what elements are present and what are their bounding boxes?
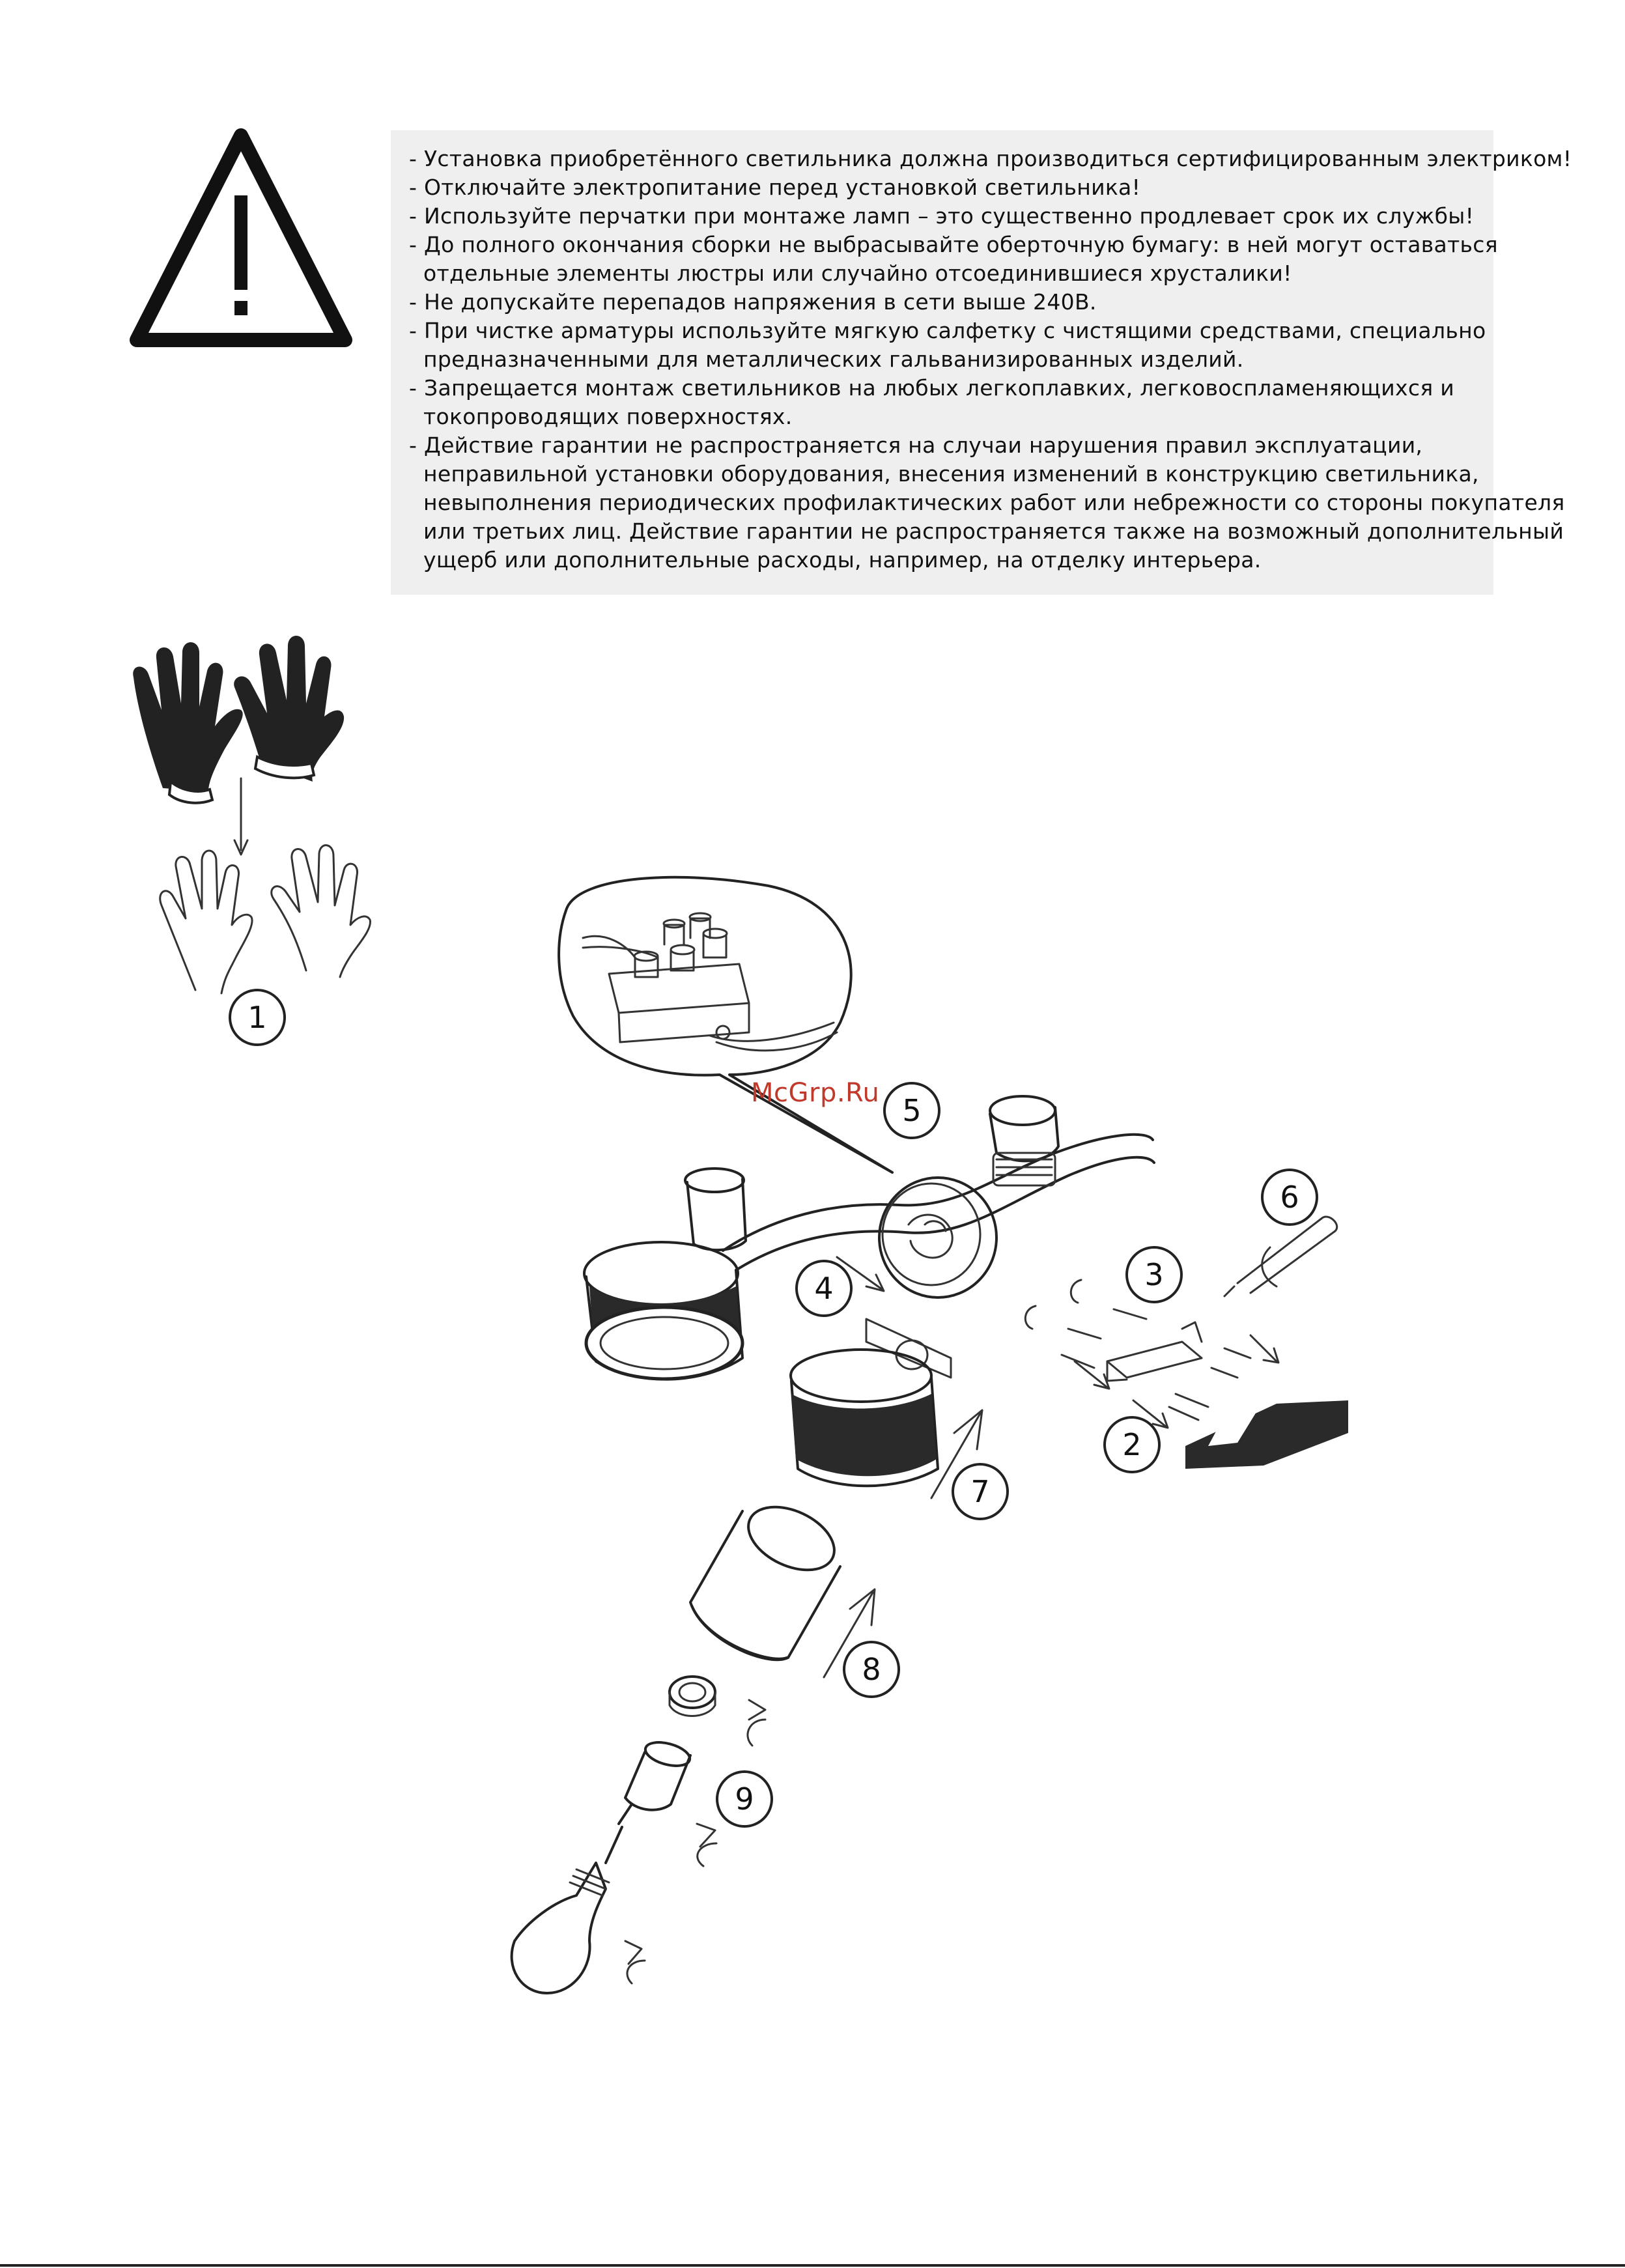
step-3-marker (1127, 1247, 1181, 1302)
step-9-marker (717, 1772, 772, 1826)
step-1-label: 1 (247, 1000, 267, 1035)
step-6-marker (1262, 1170, 1317, 1225)
step-2-label: 2 (1122, 1427, 1142, 1462)
warning-line: - Установка приобретённого светильника должна производиться сертифицированным электриком! (409, 146, 1572, 171)
warning-line: неправильной установки оборудования, внесения изменений в конструкцию светильника, (423, 461, 1479, 487)
step-3-label: 3 (1144, 1257, 1164, 1292)
watermark: McGrp.Ru (751, 1078, 880, 1108)
step-7-marker (931, 1410, 1008, 1519)
step-8-label: 8 (862, 1652, 881, 1687)
step-6-label: 6 (1280, 1180, 1299, 1215)
warning-line: - Используйте перчатки при монтаже ламп – это существенно продлевает срок их службы! (409, 203, 1475, 229)
step-5-marker (884, 1083, 939, 1138)
step-1-marker (230, 990, 285, 1045)
warning-line: токопроводящих поверхностях. (423, 404, 793, 429)
step-8-marker (824, 1589, 899, 1697)
cylinder-part (690, 1494, 844, 1660)
fixture-arm (723, 1096, 1154, 1297)
warning-line: - Действие гарантии не распространяется на случаи нарушения правил эксплуатации, (409, 432, 1423, 458)
terminal-block-callout (559, 877, 892, 1172)
warning-line: невыполнения периодических профилактических работ или небрежности со стороны покупателя (423, 490, 1565, 515)
warning-line: - При чистке арматуры используйте мягкую салфетку с чистящими средствами, специально (409, 318, 1486, 343)
warning-line: отдельные элементы люстры или случайно отсоединившиеся хрусталики! (423, 261, 1292, 286)
warning-line: предназначенными для металлических гальванизированных изделий. (423, 347, 1244, 372)
warning-line: - Не допускайте перепадов напряжения в сети выше 240В. (409, 289, 1097, 315)
step-5-label: 5 (902, 1093, 922, 1128)
warning-line: - До полного окончания сборки не выбрасывайте оберточную бумагу: в ней могут оставаться (409, 232, 1498, 257)
step-2-marker (1105, 1417, 1159, 1472)
socket-parts (512, 1677, 765, 1993)
step-7-label: 7 (970, 1474, 990, 1509)
warning-line: - Отключайте электропитание перед установкой светильника! (409, 175, 1141, 200)
warning-line: ущерб или дополнительные расходы, например, на отделку интерьера. (423, 547, 1262, 573)
gloves-icon (133, 636, 370, 993)
mounting-parts (1025, 1217, 1348, 1469)
warning-line: - Запрещается монтаж светильников на любых легкоплавких, легковоспламеняющихся и (409, 375, 1455, 401)
shade-part (791, 1319, 951, 1486)
bottom-rule (0, 2264, 1625, 2267)
left-lamp (584, 1169, 746, 1380)
warning-line: или третьих лиц. Действие гарантии не распространяется также на возможный дополнительный (423, 518, 1564, 544)
step-4-label: 4 (814, 1271, 834, 1306)
step-4-marker (797, 1257, 884, 1316)
step-9-label: 9 (735, 1781, 754, 1817)
